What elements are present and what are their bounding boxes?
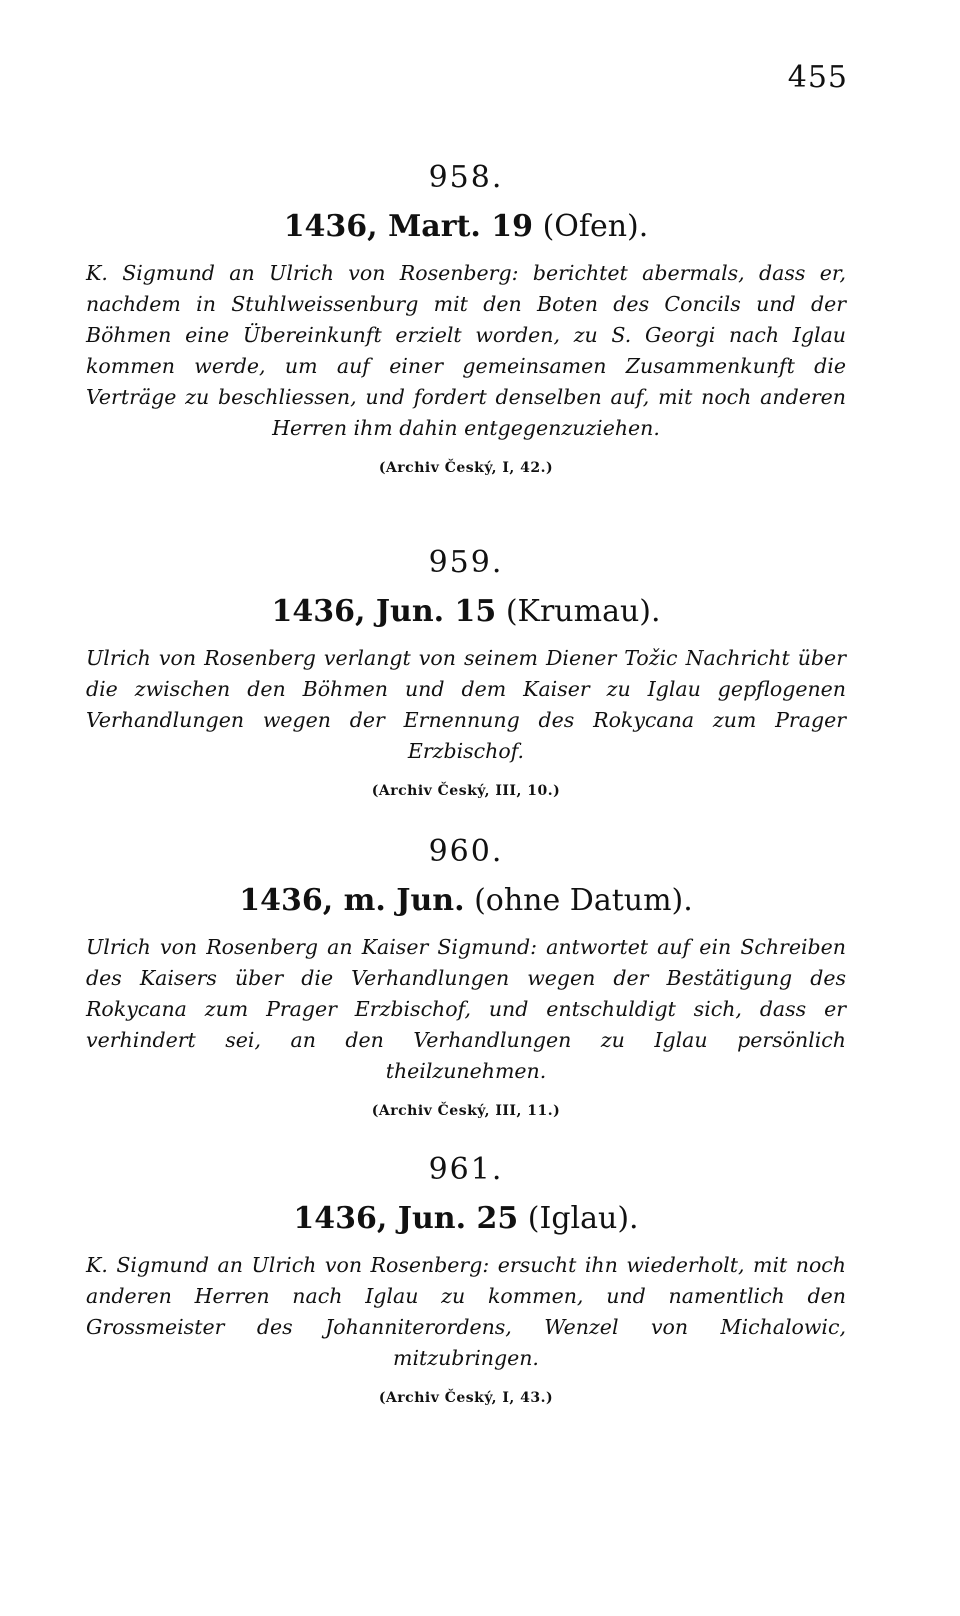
- entry-date-main: 1436, m. Jun.: [239, 883, 465, 918]
- document-entry-958: [86, 160, 846, 476]
- entry-summary: K. Sigmund an Ulrich von Rosenberg: ersucht ihn wiederholt, mit noch anderen Herren nach Iglau zu kommen, und namentlich den Grossmeister des Johanniterordens, Wenzel von Michalowic, mitzubringen.: [86, 1253, 846, 1370]
- entry-number: 960.: [428, 834, 504, 869]
- entry-source: (Archiv Český, I, 42.): [378, 460, 554, 476]
- entry-date: [86, 883, 846, 918]
- entry-source: (Archiv Český, III, 11.): [371, 1103, 561, 1119]
- entry-source: (Archiv Český, I, 43.): [378, 1390, 554, 1406]
- entry-number: 959.: [428, 545, 504, 580]
- entry-date: [86, 594, 846, 629]
- entry-place: (ohne Datum).: [474, 883, 693, 918]
- entry-place: (Ofen).: [542, 209, 649, 244]
- entry-date-main: 1436, Mart. 19: [283, 209, 534, 244]
- entry-source: (Archiv Český, III, 10.): [371, 783, 561, 799]
- document-entry-960: [86, 834, 846, 1119]
- entry-date: [86, 1201, 846, 1236]
- entry-place: (Iglau).: [527, 1201, 639, 1236]
- entry-summary: Ulrich von Rosenberg an Kaiser Sigmund: antwortet auf ein Schreiben des Kaisers über die Verhandlungen wegen der Bestätigung des Rokycana zum Prager Erzbischof, und entschuldigt sich, dass er verhindert sei, an den Verhandlungen zu Iglau persönlich theilzunehmen.: [86, 935, 846, 1083]
- entry-date: [86, 209, 846, 244]
- entry-date-main: 1436, Jun. 25: [293, 1201, 519, 1236]
- entry-place: (Krumau).: [505, 594, 661, 629]
- entry-number: 961.: [428, 1152, 504, 1187]
- document-entry-961: [86, 1152, 846, 1406]
- entry-number: 958.: [428, 160, 504, 195]
- entry-date-main: 1436, Jun. 15: [271, 594, 497, 629]
- entry-summary: K. Sigmund an Ulrich von Rosenberg: berichtet abermals, dass er, nachdem in Stuhlweissenburg mit den Boten des Concils und der Böhmen eine Übereinkunft erzielt worden, zu S. Georgi nach Iglau kommen werde, um auf einer gemeinsamen Zusammenkunft die Verträge zu beschliessen, und fordert denselben auf, mit noch anderen Herren ihm dahin entgegenzuziehen.: [86, 261, 846, 440]
- page-number: 455: [787, 60, 848, 95]
- document-entry-959: [86, 545, 846, 799]
- entry-summary: Ulrich von Rosenberg verlangt von seinem Diener Tožic Nachricht über die zwischen den Böhmen und dem Kaiser zu Iglau gepflogenen Verhandlungen wegen der Ernennung des Rokycana zum Prager Erzbischof.: [86, 646, 846, 763]
